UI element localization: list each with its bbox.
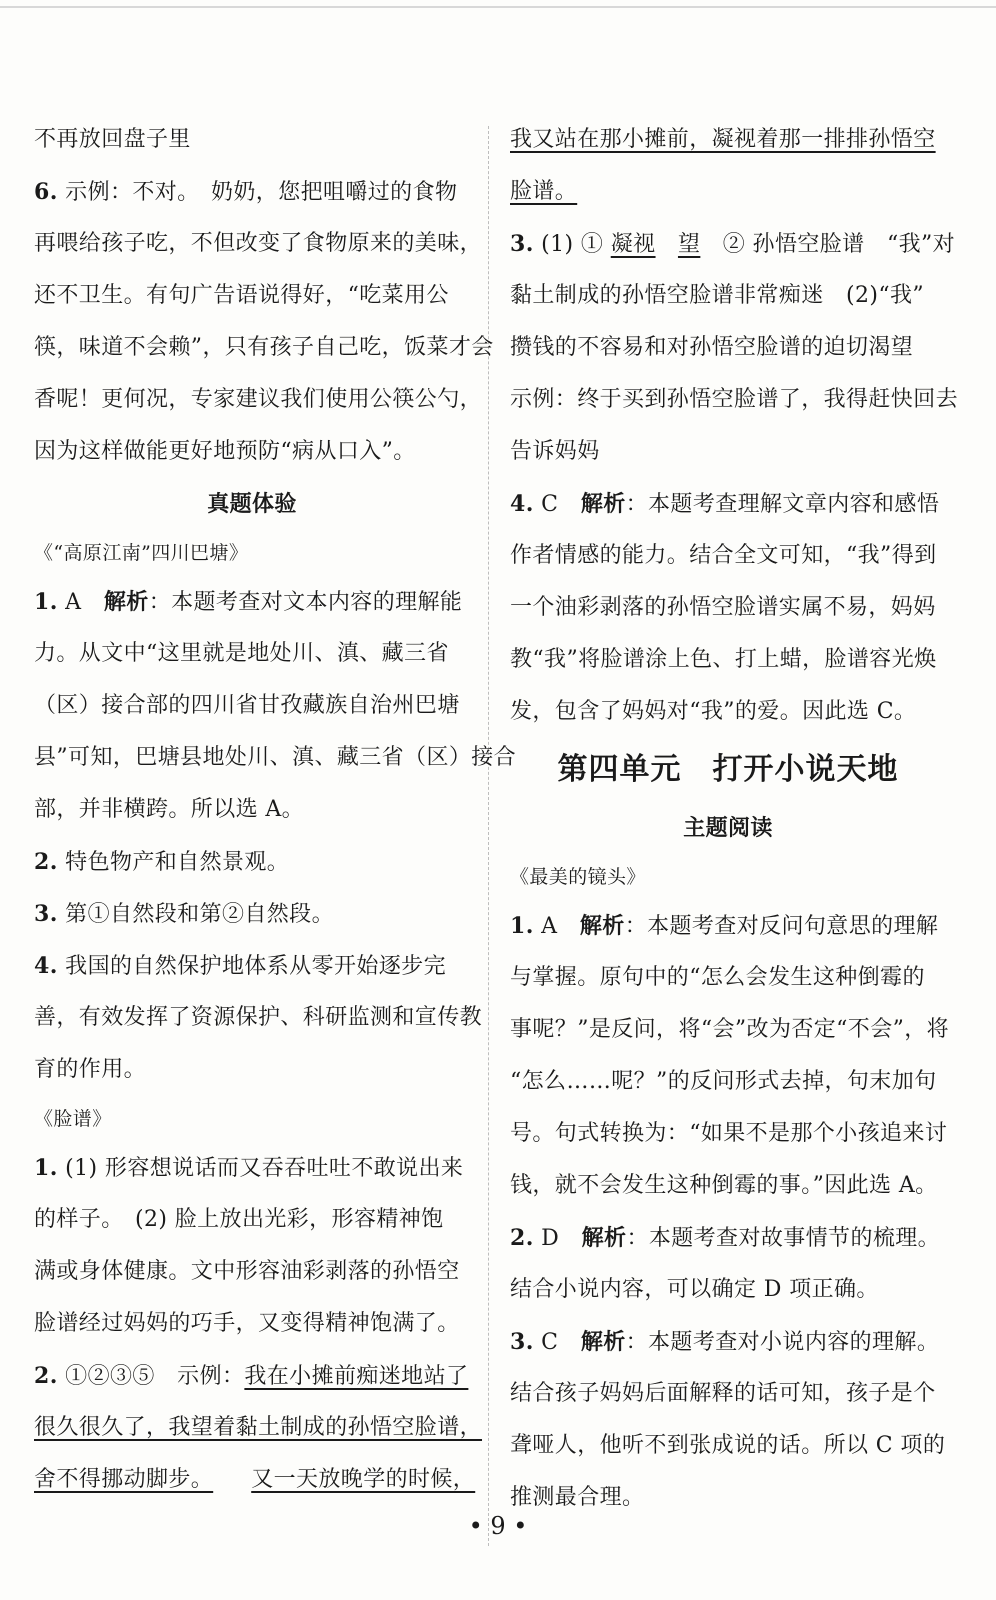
section-heading: 真题体验 [207,491,297,517]
text-line: 满或身体健康。文中形容油彩剥落的孙悟空 [34,1259,460,1284]
answer-1: 1. (1) 形容想说话而又吞吞吐吐不敢说出来 [34,1155,464,1181]
text-line: 脸谱。 [510,179,578,204]
text-line: 的样子。 (2) 脸上放出光彩，形容精神饱 [34,1207,444,1232]
text-line: 舍不得挪动脚步。 又一天放晚学的时候， [34,1467,476,1492]
page-number: • 9 • [468,1512,528,1540]
article-title: 《脸谱》 [34,1108,112,1130]
unit-heading: 第四单元 打开小说天地 [557,752,899,787]
answer-2: 2. 特色物产和自然景观。 [34,849,290,875]
answer-2: 2. ①②③⑤ 示例：我在小摊前痴迷地站了 [34,1363,469,1389]
text-line: 攒钱的不容易和对孙悟空脸谱的迫切渴望 [510,335,914,360]
text-line: 与掌握。原句中的“怎么会发生这种倒霉的 [510,965,925,990]
answer-1: 1. A 解析：本题考查对反问句意思的理解 [510,913,939,939]
answer-6: 6. 示例：不对。 奶奶，您把咀嚼过的食物 [34,179,458,205]
text-line: 一个油彩剥落的孙悟空脸谱实属不易，妈妈 [510,595,936,620]
text-line: “怎么……呢？”的反问形式去掉，句末加句 [510,1069,937,1094]
text-line: 筷，味道不会赖”，只有孩子自己吃，饭菜才会 [34,335,494,360]
answer-3: 3. C 解析：本题考查对小说内容的理解。 [510,1329,940,1355]
text-line: 聋哑人，他听不到张成说的话。所以 C 项的 [510,1433,946,1458]
text-line: 示例：终于买到孙悟空脸谱了，我得赶快回去 [510,387,959,412]
text-line: 黏土制成的孙悟空脸谱非常痴迷 (2)“我” [510,283,925,308]
answer-3: 3. 第①自然段和第②自然段。 [34,901,334,927]
text-line: 发，包含了妈妈对“我”的爱。因此选 C。 [510,699,917,724]
text-line: 教“我”将脸谱涂上色、打上蜡，脸谱容光焕 [510,647,937,672]
text-line: 再喂给孩子吃，不但改变了食物原来的美味， [34,231,483,256]
text-line: 我又站在那小摊前，凝视着那一排排孙悟空 [510,127,936,152]
text-line: 力。从文中“这里就是地处川、滇、藏三省 [34,641,449,666]
text-line: 还不卫生。有句广告语说得好，“吃菜用公 [34,283,449,308]
article-title: 《“高原江南”四川巴塘》 [34,542,249,564]
text-line: 钱，就不会发生这种倒霉的事。”因此选 A。 [510,1173,938,1198]
text-line: 县”可知，巴塘县地处川、滇、藏三省（区）接合 [34,745,517,770]
text-line: 不再放回盘子里 [34,127,191,152]
text-line: 因为这样做能更好地预防“病从口入”。 [34,439,416,464]
text-line: （区）接合部的四川省甘孜藏族自治州巴塘 [34,693,460,718]
text-line: 结合小说内容，可以确定 D 项正确。 [510,1277,879,1302]
answer-1: 1. A 解析：本题考查对文本内容的理解能 [34,589,463,615]
text-line: 推测最合理。 [510,1485,645,1510]
text-line: 作者情感的能力。结合全文可知，“我”得到 [510,543,937,568]
top-rule [0,6,996,8]
text-line: 事呢？”是反问，将“会”改为否定“不会”，将 [510,1017,950,1042]
answer-2: 2. D 解析：本题考查对故事情节的梳理。 [510,1225,941,1251]
text-line: 结合孩子妈妈后面解释的话可知，孩子是个 [510,1381,936,1406]
text-line: 育的作用。 [34,1057,147,1082]
answer-3: 3. (1) ① 凝视 望 ② 孙悟空脸谱 “我”对 [510,231,956,257]
right-column [510,114,959,1524]
text-line: 部，并非横跨。所以选 A。 [34,797,305,822]
article-title: 《最美的镜头》 [510,866,646,888]
section-heading: 主题阅读 [683,815,773,841]
text-line: 香呢！更何况，专家建议我们使用公筷公勺， [34,387,483,412]
text-line: 告诉妈妈 [510,439,600,464]
answer-4: 4. 我国的自然保护地体系从零开始逐步完 [34,953,446,979]
text-line: 善，有效发挥了资源保护、科研监测和宣传教 [34,1005,483,1030]
left-column [34,114,517,1506]
text-line: 脸谱经过妈妈的巧手，又变得精神饱满了。 [34,1311,460,1336]
text-line: 号。句式转换为：“如果不是那个小孩追来讨 [510,1121,948,1146]
answer-4: 4. C 解析：本题考查理解文章内容和感悟 [510,491,940,517]
text-line: 很久很久了，我望着黏土制成的孙悟空脸谱， [34,1415,483,1440]
